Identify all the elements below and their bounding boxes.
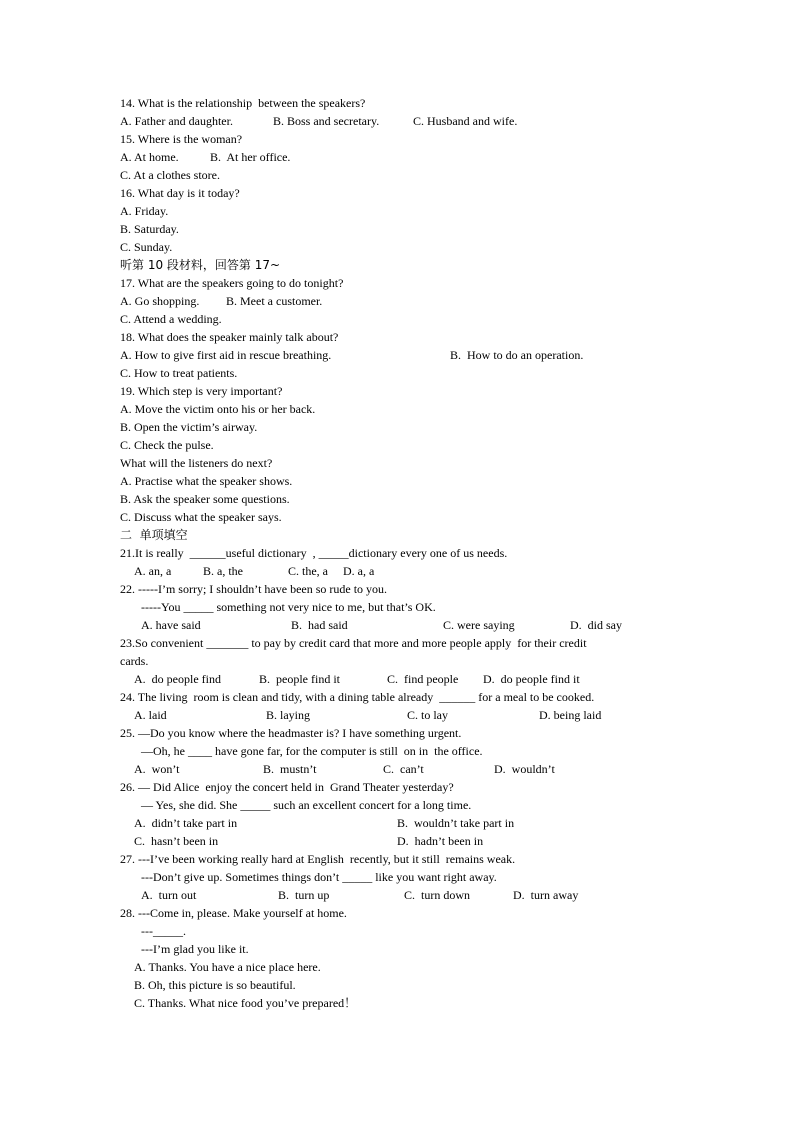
text-line: C. Sunday.	[120, 240, 173, 254]
text-line: 17. What are the speakers going to do tonight?	[120, 276, 344, 290]
text-line: B. turn up	[278, 888, 330, 902]
text-line: B. Oh, this picture is so beautiful.	[134, 978, 296, 992]
text-line: 21.It is really ______useful dictionary , _____dictionary every one of us needs.	[120, 546, 508, 560]
text-line: D. do people find it	[483, 672, 580, 686]
text-line: D. hadn’t been in	[397, 834, 484, 848]
text-line: 26. — Did Alice enjoy the concert held in Grand Theater yesterday?	[120, 780, 454, 794]
text-line: B. Open the victim’s airway.	[120, 420, 258, 434]
text-line: A. won’t	[134, 762, 180, 776]
text-line: A. Move the victim onto his or her back.	[120, 402, 316, 416]
text-line: B. Boss and secretary.	[273, 114, 380, 128]
text-line: C. turn down	[404, 888, 470, 902]
text-line: 18. What does the speaker mainly talk about?	[120, 330, 339, 344]
text-line: B. laying	[266, 708, 310, 722]
text-line: ---_____.	[141, 924, 186, 938]
text-line: 23.So convenient _______ to pay by credit card that more and more people apply for their credit	[120, 636, 587, 650]
text-line: C. can’t	[383, 762, 424, 776]
text-line: A. How to give first aid in rescue breathing.	[120, 348, 332, 362]
text-line: A. do people find	[134, 672, 221, 686]
text-line: 15. Where is the woman?	[120, 132, 243, 146]
text-line: B. At her office.	[210, 150, 291, 164]
text-line: A. Go shopping.	[120, 294, 200, 308]
text-line: 24. The living room is clean and tidy, with a dining table already ______ for a meal to be cooked.	[120, 690, 595, 704]
text-line: C. were saying	[443, 618, 515, 632]
text-line: 19. Which step is very important?	[120, 384, 283, 398]
text-line: B. a, the	[203, 564, 243, 578]
text-line: D. wouldn’t	[494, 762, 555, 776]
text-line: C. How to treat patients.	[120, 366, 238, 380]
text-line: 22. -----I’m sorry; I shouldn’t have been so rude to you.	[120, 582, 388, 596]
text-line: -----You _____ something not very nice to me, but that’s OK.	[141, 600, 436, 614]
text-line: A. Friday.	[120, 204, 169, 218]
text-line: C. Husband and wife.	[413, 114, 518, 128]
text-line: A. Father and daughter.	[120, 114, 233, 128]
text-line: C. Thanks. What nice food you’ve prepared！	[134, 996, 357, 1010]
text-line: B. How to do an operation.	[450, 348, 584, 362]
text-line: ---I’m glad you like it.	[141, 942, 249, 956]
text-line: C. hasn’t been in	[134, 834, 219, 848]
text-line: A. have said	[141, 618, 201, 632]
text-line: C. Attend a wedding.	[120, 312, 222, 326]
text-line: A. Thanks. You have a nice place here.	[134, 960, 321, 974]
text-line: — Yes, she did. She _____ such an excellent concert for a long time.	[141, 798, 472, 812]
text-line: 16. What day is it today?	[120, 186, 240, 200]
text-line: 14. What is the relationship between the speakers?	[120, 96, 366, 110]
text-line: 二 单项填空	[120, 528, 188, 542]
text-line: B. mustn’t	[263, 762, 317, 776]
text-line: ---Don’t give up. Sometimes things don’t _____ like you want right away.	[141, 870, 497, 884]
text-line: B. Saturday.	[120, 222, 179, 236]
text-line: C. At a clothes store.	[120, 168, 220, 182]
text-line: A. didn’t take part in	[134, 816, 238, 830]
text-line: B. wouldn’t take part in	[397, 816, 515, 830]
text-line: C. Check the pulse.	[120, 438, 214, 452]
text-line: B. people find it	[259, 672, 340, 686]
text-line: —Oh, he ____ have gone far, for the computer is still on in the office.	[141, 744, 483, 758]
text-line: C. Discuss what the speaker says.	[120, 510, 282, 524]
text-line: D. turn away	[513, 888, 579, 902]
text-line: C. to lay	[407, 708, 448, 722]
text-line: cards.	[120, 654, 149, 668]
text-line: A. an, a	[134, 564, 172, 578]
text-line: 27. ---I’ve been working really hard at English recently, but it still remains weak.	[120, 852, 516, 866]
text-line: D. being laid	[539, 708, 602, 722]
text-line: C. the, a	[288, 564, 328, 578]
text-line: What will the listeners do next?	[120, 456, 273, 470]
text-line: A. turn out	[141, 888, 197, 902]
text-line: C. find people	[387, 672, 459, 686]
text-line: A. laid	[134, 708, 167, 722]
text-line: D. a, a	[343, 564, 375, 578]
text-line: D. did say	[570, 618, 622, 632]
text-line: 25. —Do you know where the headmaster is? I have something urgent.	[120, 726, 462, 740]
text-line: 28. ---Come in, please. Make yourself at home.	[120, 906, 347, 920]
text-line: B. had said	[291, 618, 348, 632]
text-line: A. Practise what the speaker shows.	[120, 474, 293, 488]
text-line: B. Meet a customer.	[226, 294, 323, 308]
text-line: 听第 10 段材料，回答第 17~	[120, 258, 281, 272]
text-line: B. Ask the speaker some questions.	[120, 492, 290, 506]
text-line: A. At home.	[120, 150, 179, 164]
